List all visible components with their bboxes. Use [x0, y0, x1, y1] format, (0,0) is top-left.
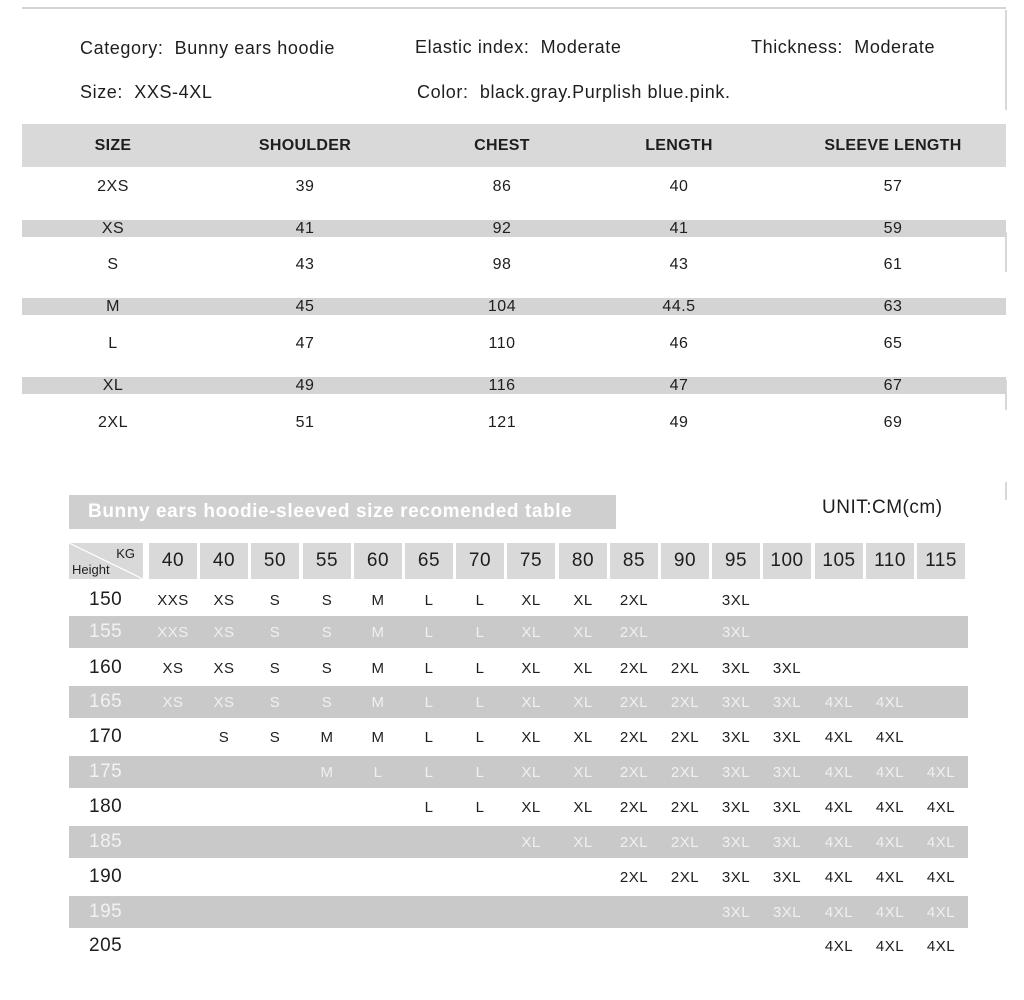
size-cell: 3XL: [772, 869, 802, 886]
size-cell: XL: [573, 694, 593, 711]
weight-header-cell: 100: [763, 543, 811, 579]
size-cell: S: [321, 694, 333, 711]
size-cell: 3XL: [721, 592, 751, 609]
size-cell: XS: [162, 660, 184, 677]
recommend-row: [69, 826, 968, 858]
size-cell: 2XL: [670, 869, 700, 886]
recommend-row: [69, 791, 968, 823]
measurement-header-cell: SLEEVE LENGTH: [824, 137, 962, 154]
size-cell: 3XL: [721, 694, 751, 711]
size-cell: 4XL: [824, 694, 854, 711]
height-label: 190: [89, 866, 123, 887]
top-divider: [22, 7, 1006, 9]
thickness-value: Moderate: [854, 37, 936, 57]
measurement-cell: 61: [883, 256, 903, 273]
measurement-cell: 41: [669, 220, 689, 237]
measurement-cell: 39: [295, 178, 315, 195]
size-cell: L: [424, 592, 434, 609]
size-cell: 3XL: [772, 694, 802, 711]
recommend-row: [69, 652, 968, 684]
height-label: 180: [89, 796, 123, 817]
size-cell: M: [371, 592, 385, 609]
corner-kg-label: KG: [116, 546, 135, 561]
corner-height-label: Height: [72, 562, 110, 577]
size-cell: 2XL: [619, 729, 649, 746]
size-cell: 4XL: [875, 834, 905, 851]
measurement-cell: M: [106, 298, 120, 315]
weight-header-cell: 40: [149, 543, 197, 579]
height-label: 175: [89, 761, 123, 782]
size-cell: L: [475, 624, 485, 641]
size-cell: 2XL: [619, 834, 649, 851]
size-cell: L: [475, 764, 485, 781]
size-cell: XL: [573, 660, 593, 677]
size-cell: M: [320, 764, 334, 781]
measurement-cell: 51: [295, 414, 315, 431]
size-cell: 3XL: [772, 764, 802, 781]
size-cell: 3XL: [721, 904, 751, 921]
size-cell: S: [321, 624, 333, 641]
size-cell: 3XL: [772, 660, 802, 677]
size-cell: 2XL: [619, 624, 649, 641]
measurement-cell: L: [108, 335, 118, 352]
unit-label: UNIT:CM(cm): [822, 497, 943, 518]
size-cell: 4XL: [926, 904, 956, 921]
measurement-cell: 86: [492, 178, 512, 195]
size-cell: 3XL: [772, 799, 802, 816]
size-cell: 4XL: [875, 694, 905, 711]
size-cell: XL: [573, 729, 593, 746]
size-cell: 3XL: [772, 904, 802, 921]
size-cell: 4XL: [875, 904, 905, 921]
size-cell: XXS: [157, 624, 189, 641]
recommend-row: [69, 861, 968, 893]
size-cell: XS: [213, 694, 235, 711]
height-label: 165: [89, 691, 123, 712]
recommend-row: [69, 686, 968, 718]
size-cell: XL: [573, 799, 593, 816]
size-value: XXS-4XL: [134, 82, 213, 102]
size-cell: 4XL: [875, 869, 905, 886]
measurement-header-row: [22, 124, 1006, 167]
size-cell: XL: [521, 834, 541, 851]
size-cell: S: [218, 729, 230, 746]
size-cell: XL: [573, 834, 593, 851]
size-cell: 2XL: [670, 694, 700, 711]
weight-header-cell: 95: [712, 543, 760, 579]
measurement-header-cell: SIZE: [94, 137, 132, 154]
measurement-cell: 92: [492, 220, 512, 237]
measurement-cell: 46: [669, 335, 689, 352]
measurement-cell: XL: [102, 377, 124, 394]
size-cell: L: [475, 592, 485, 609]
measurement-cell: 59: [883, 220, 903, 237]
size-label: Size:: [80, 82, 124, 102]
thickness-info: [751, 37, 935, 58]
size-cell: 2XL: [619, 660, 649, 677]
category-label: Category:: [80, 38, 164, 58]
size-cell: 4XL: [824, 764, 854, 781]
size-cell: 4XL: [875, 729, 905, 746]
measurement-cell: 49: [295, 377, 315, 394]
size-cell: 3XL: [721, 834, 751, 851]
size-cell: 3XL: [721, 869, 751, 886]
weight-header-cell: 115: [917, 543, 965, 579]
measurement-cell: 45: [295, 298, 315, 315]
height-label: 150: [89, 589, 123, 610]
color-value: black.gray.Purplish blue.pink.: [479, 82, 731, 102]
size-cell: XL: [521, 694, 541, 711]
measurement-cell: 104: [487, 298, 517, 315]
category-info: [80, 38, 335, 59]
measurement-row: [22, 377, 1006, 394]
measurement-cell: 2XL: [98, 414, 128, 431]
measurement-header-cell: LENGTH: [645, 137, 713, 154]
size-cell: L: [475, 799, 485, 816]
size-cell: 4XL: [824, 834, 854, 851]
size-cell: S: [269, 694, 281, 711]
size-cell: 4XL: [926, 834, 956, 851]
measurement-cell: 67: [883, 377, 903, 394]
size-cell: 2XL: [619, 764, 649, 781]
height-label: 185: [89, 831, 123, 852]
size-cell: L: [475, 660, 485, 677]
size-cell: 4XL: [824, 904, 854, 921]
size-cell: 4XL: [824, 938, 854, 955]
measurement-cell: 41: [295, 220, 315, 237]
size-cell: 4XL: [824, 799, 854, 816]
size-cell: L: [424, 764, 434, 781]
size-cell: XL: [573, 764, 593, 781]
weight-header-cell: 50: [251, 543, 299, 579]
recommend-row: [69, 930, 968, 962]
size-cell: 3XL: [721, 764, 751, 781]
size-cell: 4XL: [926, 869, 956, 886]
color-label: Color:: [417, 82, 469, 102]
size-cell: 4XL: [875, 764, 905, 781]
size-cell: 4XL: [926, 938, 956, 955]
recommend-row: [69, 896, 968, 928]
weight-header-cell: 65: [405, 543, 453, 579]
size-cell: XL: [521, 764, 541, 781]
size-cell: M: [371, 660, 385, 677]
size-cell: L: [373, 764, 383, 781]
size-cell: 4XL: [875, 799, 905, 816]
size-cell: XXS: [157, 592, 189, 609]
size-cell: XS: [162, 694, 184, 711]
right-edge-mark: [1005, 482, 1007, 500]
size-cell: S: [269, 729, 281, 746]
size-cell: 2XL: [670, 729, 700, 746]
size-cell: 2XL: [670, 764, 700, 781]
size-cell: XL: [521, 592, 541, 609]
measurement-cell: 40: [669, 178, 689, 195]
height-label: 205: [89, 935, 123, 956]
measurement-cell: 2XS: [97, 178, 129, 195]
weight-header-cell: 40: [200, 543, 248, 579]
weight-header-cell: 110: [866, 543, 914, 579]
elastic-value: Moderate: [540, 37, 622, 57]
measurement-row: [22, 298, 1006, 315]
size-cell: XL: [521, 660, 541, 677]
size-cell: 2XL: [670, 660, 700, 677]
measurement-cell: 121: [487, 414, 517, 431]
measurement-cell: 43: [669, 256, 689, 273]
height-label: 170: [89, 726, 123, 747]
size-cell: XS: [213, 660, 235, 677]
weight-header-cell: 55: [303, 543, 351, 579]
size-cell: M: [371, 624, 385, 641]
thickness-label: Thickness:: [751, 37, 844, 57]
measurement-cell: 44.5: [662, 298, 696, 315]
weight-header-cell: 80: [559, 543, 607, 579]
height-label: 160: [89, 657, 123, 678]
size-cell: L: [475, 694, 485, 711]
size-cell: 4XL: [824, 729, 854, 746]
measurement-cell: 47: [295, 335, 315, 352]
size-cell: 3XL: [721, 660, 751, 677]
measurement-header-cell: SHOULDER: [258, 137, 352, 154]
size-cell: XL: [573, 592, 593, 609]
weight-header-cell: 75: [507, 543, 555, 579]
size-cell: XL: [573, 624, 593, 641]
recommend-title: Bunny ears hoodie-sleeved size recomended table: [88, 501, 573, 522]
size-cell: XS: [213, 592, 235, 609]
right-edge-mark: [1005, 232, 1007, 272]
size-cell: 2XL: [619, 592, 649, 609]
size-cell: L: [424, 729, 434, 746]
weight-header-cell: 70: [456, 543, 504, 579]
size-cell: L: [424, 624, 434, 641]
measurement-cell: S: [107, 256, 119, 273]
measurement-header-cell: CHEST: [474, 137, 530, 154]
measurement-cell: 63: [883, 298, 903, 315]
size-cell: S: [269, 592, 281, 609]
size-cell: L: [475, 729, 485, 746]
size-cell: XL: [521, 729, 541, 746]
recommend-row: [69, 584, 968, 616]
measurement-cell: 98: [492, 256, 512, 273]
size-cell: 3XL: [721, 624, 751, 641]
elastic-info: [415, 37, 622, 58]
elastic-label: Elastic index:: [415, 37, 530, 57]
size-cell: S: [321, 660, 333, 677]
size-cell: S: [321, 592, 333, 609]
size-cell: 4XL: [875, 938, 905, 955]
size-cell: XS: [213, 624, 235, 641]
measurement-cell: XS: [101, 220, 125, 237]
recommend-row: [69, 616, 968, 648]
measurement-cell: 57: [883, 178, 903, 195]
size-cell: 2XL: [619, 694, 649, 711]
measurement-cell: 110: [488, 335, 516, 352]
size-info: [80, 82, 212, 103]
table-corner-header: [69, 543, 143, 579]
measurement-cell: 47: [669, 377, 689, 394]
size-cell: 3XL: [772, 729, 802, 746]
size-cell: 4XL: [926, 764, 956, 781]
right-edge-mark: [1005, 10, 1007, 110]
size-cell: M: [371, 729, 385, 746]
height-label: 155: [89, 621, 123, 642]
measurement-row: [22, 220, 1006, 237]
size-cell: 2XL: [619, 799, 649, 816]
size-cell: XL: [521, 624, 541, 641]
size-cell: 2XL: [670, 834, 700, 851]
weight-header-cell: 90: [661, 543, 709, 579]
color-info: [417, 82, 731, 103]
size-cell: M: [320, 729, 334, 746]
recommend-title-bar: [69, 495, 616, 529]
recommend-row: [69, 721, 968, 753]
size-cell: 4XL: [824, 869, 854, 886]
weight-header-cell: 105: [815, 543, 863, 579]
size-cell: S: [269, 624, 281, 641]
size-cell: L: [424, 660, 434, 677]
recommend-row: [69, 756, 968, 788]
weight-header-cell: 60: [354, 543, 402, 579]
size-cell: 3XL: [772, 834, 802, 851]
size-cell: L: [424, 799, 434, 816]
category-value: Bunny ears hoodie: [174, 38, 335, 58]
size-cell: 2XL: [619, 869, 649, 886]
size-cell: L: [424, 694, 434, 711]
size-cell: 3XL: [721, 799, 751, 816]
measurement-cell: 43: [295, 256, 315, 273]
measurement-cell: 69: [883, 414, 903, 431]
size-cell: 2XL: [670, 799, 700, 816]
size-cell: 3XL: [721, 729, 751, 746]
size-cell: M: [371, 694, 385, 711]
size-cell: XL: [521, 799, 541, 816]
measurement-cell: 116: [488, 377, 516, 394]
size-cell: 4XL: [926, 799, 956, 816]
weight-header-cell: 85: [610, 543, 658, 579]
measurement-cell: 65: [883, 335, 903, 352]
height-label: 195: [89, 901, 123, 922]
measurement-cell: 49: [669, 414, 689, 431]
size-cell: S: [269, 660, 281, 677]
